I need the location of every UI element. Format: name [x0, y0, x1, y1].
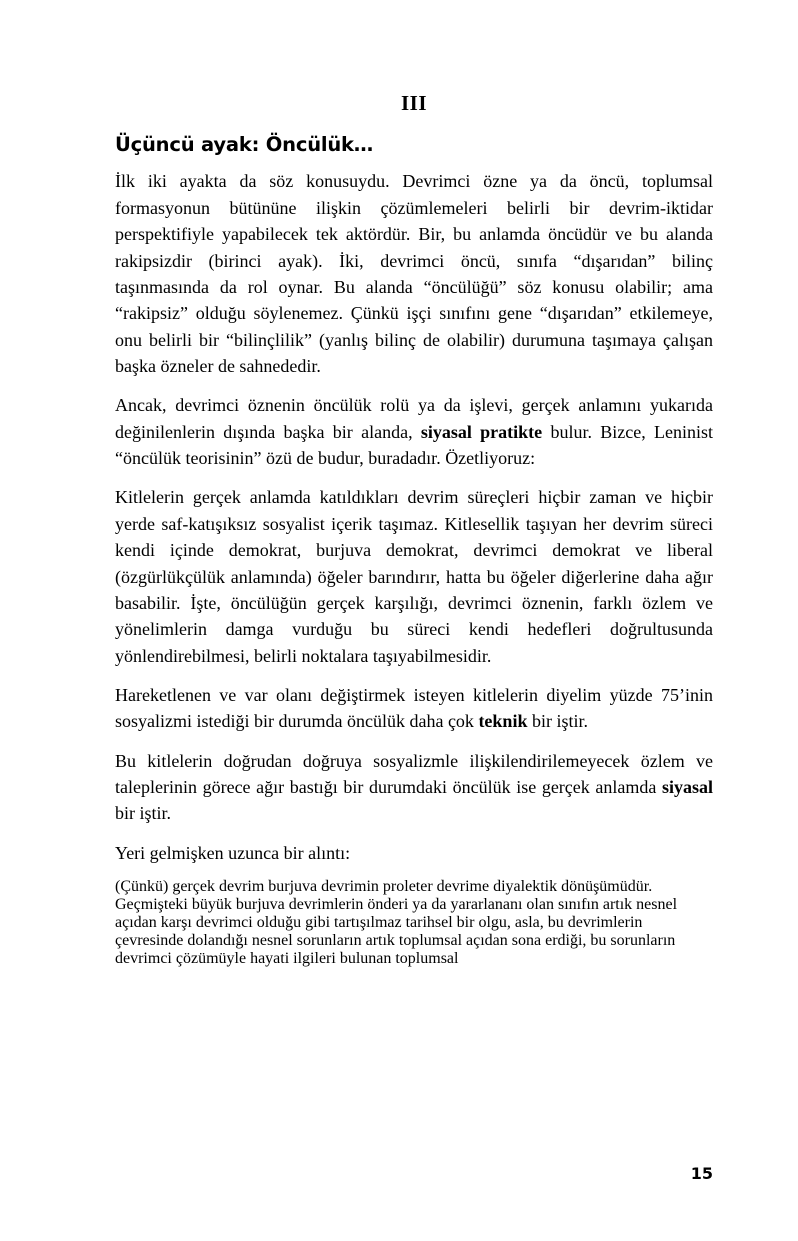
- page-number: 15: [690, 1164, 713, 1183]
- paragraph-1: İlk iki ayakta da söz konusuydu. Devrimci özne ya da öncü, toplumsal formasyonun bütününe ilişkin çözümlemeleri belirli bir devrim-iktidar perspektifiyle yapabilecek tek aktördür. Bir, bu anlamda öncüdür ve bu alanda rakipsizdir (birinci ayak). İki, devrimci öncü, sınıfa “dışarıdan” bilinç taşınmasında da rol oynar. Bu alanda “öncülüğü” söz konusu olabilir; ama “rakipsiz” olduğu söylenemez. Çünkü işçi sınıfını gene “dışarıdan” etkilemeye, onu belirli bir “bilinçlilik” (yanlış bilinç de olabilir) durumuna taşımaya çalışan başka özneler de sahnededir.: [115, 171, 713, 376]
- block-quote: (Çünkü) gerçek devrim burjuva devrimin proleter devrime diyalektik dönüşümüdür. Geçmişteki büyük burjuva devrimlerin önderi ya da yararlananı olan sınıfın artık nesnel açıdan karşı devrimci olduğu gibi tartışılmaz tarihsel bir olgu, asla, bu devrimlerin çevresinde dolandığı nesnel sorunların artık toplumsal açıdan sona erdiği, bu sorunların devrimci çözümüyle hayati ilgileri bulunan toplumsal: [115, 878, 678, 968]
- section-title: Üçüncü ayak: Öncülük…: [115, 133, 374, 157]
- emphasis-text: teknik: [478, 711, 528, 732]
- paragraph-6: Yeri gelmişken uzunca bir alıntı:: [115, 842, 351, 863]
- body-text-block: [115, 168, 713, 866]
- chapter-number: III: [400, 91, 428, 115]
- paragraph-3: Kitlelerin gerçek anlamda katıldıkları devrim süreçleri hiçbir zaman ve hiçbir yerde saf-katışıksız sosyalist içerik taşımaz. Kitlesellik taşıyan her devrim süreci kendi içinde demokrat, burjuva demokrat, devrimci demokrat ve liberal (özgürlükçülük anlamında) öğeler barındırır, hatta bu öğeler diğerlerine daha ağır basabilir. İşte, öncülüğün gerçek karşılığı, devrimci öznenin, farklı özlem ve yönelimlerin damga vurduğu bu süreci kendi hedefleri doğrultusunda yönlendirebilmesi, belirli noktalara taşıyabilmesidir.: [115, 487, 713, 666]
- paragraph-5: Bu kitlelerin doğrudan doğruya sosyalizmle ilişkilendirilemeyecek özlem ve taleplerinin görece ağır bastığı bir durumdaki öncülük ise gerçek anlamda siyasal bir iştir.: [115, 750, 713, 824]
- paragraph-2: Ancak, devrimci öznenin öncülük rolü ya da işlevi, gerçek anlamını yukarıda değinilenlerin dışında başka bir alanda, siyasal pratikte bulur. Bizce, Leninist “öncülük teorisinin” özü de budur, buradadır. Özetliyoruz:: [115, 395, 713, 469]
- emphasis-text: siyasal pratikte: [420, 421, 543, 442]
- page-content: [115, 92, 713, 968]
- emphasis-text: siyasal: [661, 777, 713, 798]
- paragraph-4: Hareketlenen ve var olanı değiştirmek isteyen kitlelerin diyelim yüzde 75’inin sosyalizmi istediği bir durumda öncülük daha çok teknik bir iştir.: [115, 684, 713, 732]
